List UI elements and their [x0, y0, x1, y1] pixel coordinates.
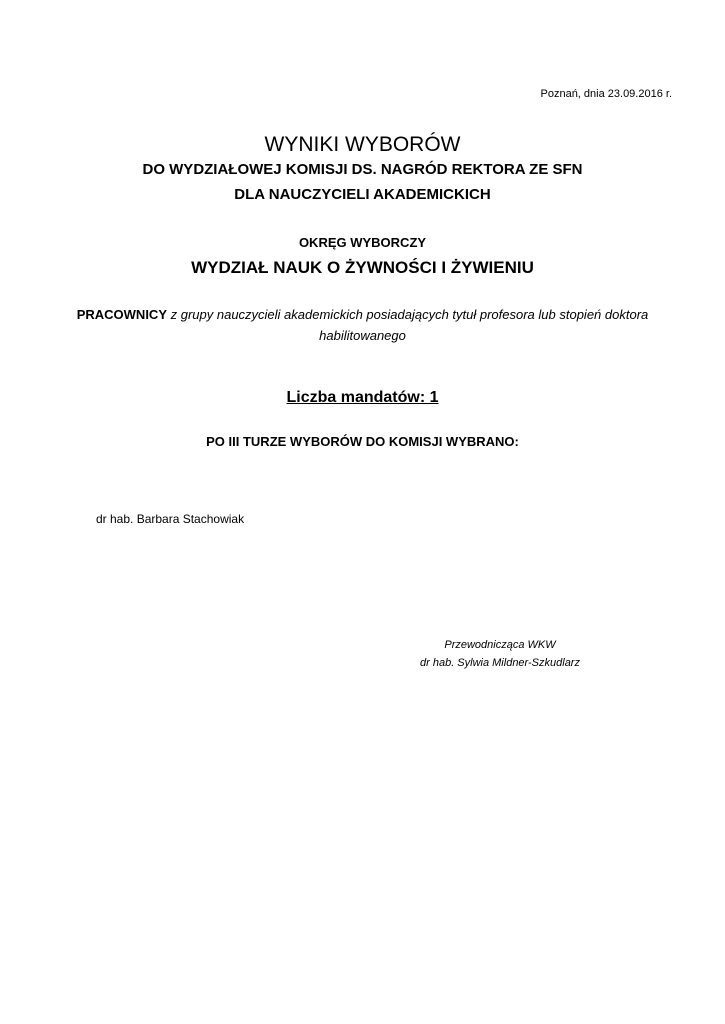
voter-group-detail: z grupy nauczycieli akademickich posiadających tytuł profesora lub stopień doktora habilitowanego [167, 307, 649, 343]
district-label: OKRĘG WYBORCZY [298, 235, 427, 250]
document-title: WYNIKI WYBORÓW [264, 133, 461, 156]
document-subtitle-line1: DO WYDZIAŁOWEJ KOMISJI DS. NAGRÓD REKTORA ZE SFN [142, 161, 583, 178]
voter-group-description [40, 304, 685, 346]
place-date: Poznań, dnia 23.09.2016 r. [540, 88, 672, 100]
document-subtitle-line2: DLA NAUCZYCIELI AKADEMICKICH [234, 186, 491, 203]
signature-role: Przewodnicząca WKW [444, 639, 556, 651]
signature-name: dr hab. Sylwia Mildner-Szkudlarz [420, 657, 580, 669]
district-name: WYDZIAŁ NAUK O ŻYWNOŚCI I ŻYWIENIU [191, 258, 534, 277]
elected-person: dr hab. Barbara Stachowiak [96, 512, 245, 526]
elected-heading: PO III TURZE WYBORÓW DO KOMISJI WYBRANO: [206, 434, 519, 449]
signature-block [400, 636, 600, 672]
seat-count: Liczba mandatów: 1 [286, 389, 439, 406]
voter-group-lead: PRACOWNICY [76, 307, 167, 322]
